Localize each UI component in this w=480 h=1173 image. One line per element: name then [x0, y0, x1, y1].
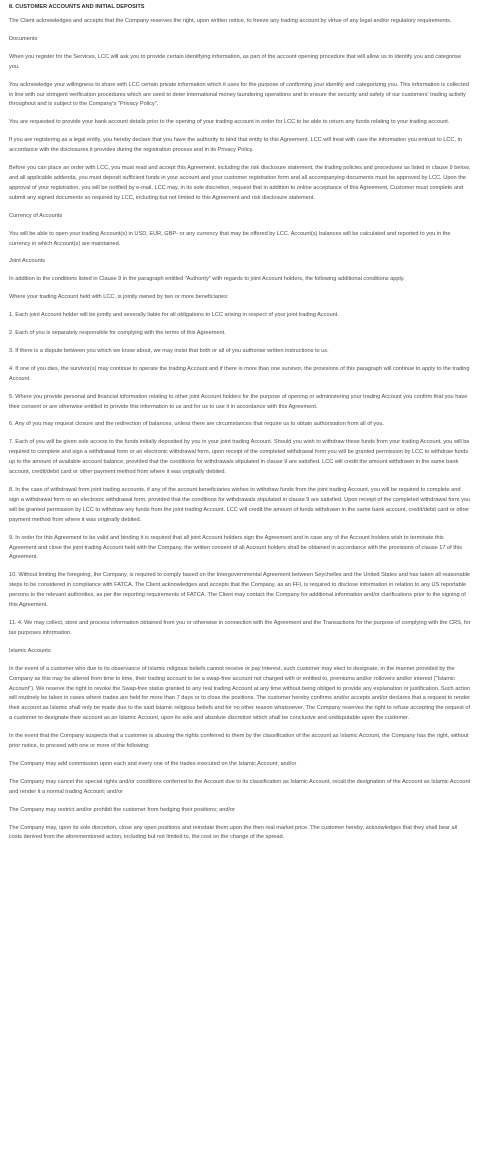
paragraph: The Company may cancel the special rights and/or conditions conferred to the Account due to its classification as Islamic Account, recall the designation of the Account as Islamic Account and render it a normal trading Account; and/or	[9, 778, 471, 795]
paragraph: 10. Without limiting the foregoing, the Company, is required to comply based on the Intergovernmental Agreement between Seychelles and the United States and has taken all reasonable steps to be considered in compliance with FATCA. The Client acknowledges and accepts that the Company, as an FFI, is required to disclose information in relation to any US reportable persons to the relevant authorities, as per the reporting requirements of FATCA. The Client may contact the Company for additional information and/or clarifications prior to the signing of this Agreement.	[9, 572, 471, 609]
paragraph: In the event that the Company suspects that a customer is abusing the rights conferred to them by the classification of the account as Islamic Account, the Company has the right, without prior notice, to proceed with one or more of the following:	[9, 733, 469, 750]
paragraph: 9. In order for this Agreement to be valid and binding it is required that all joint Account holders sign the Agreement and in case any of the Account holders wish to terminate this Agreement and close the joint trading Account held with the Company, the written consent of all Account holders shall be obtained in accordance with the provisions of clause 17 of this Agreement.	[9, 534, 462, 561]
section-heading: 8. CUSTOMER ACCOUNTS AND INITIAL DEPOSITS	[9, 4, 145, 10]
subsection-title: Documents	[9, 35, 38, 42]
subsection-title: Joint Accounts	[9, 258, 46, 265]
document-body	[9, 17, 471, 843]
paragraph: 2. Each of you is separately responsible for complying with the terms of this Agreement.	[9, 330, 226, 337]
paragraph: Before you can place an order with LCC, you must read and accept this Agreement, including the risk disclosure statement, the trading policies and procedures as listed in clause 9 below, and all applicable addenda, you must deposit sufficient funds in your account and your customer registration form and all accompanying documents must be approved by LCC. Upon the approval of your registration, you will be notified by e-mail. LCC may, in its sole discretion, request that in addition to online acceptance of this Agreement, Customer must complete and submit any signed documents so required by LCC, including but not limited to this Agreement and risk disclosure statement.	[9, 165, 471, 201]
paragraph: 11. 4. We may collect, store and process information obtained from you or otherwise in connection with the Agreement and the Transactions for the purpose of complying with the CRS, for tax purposes information.	[9, 619, 471, 636]
paragraph: When you register for the Services, LCC will ask you to provide certain identifying information, as part of the account opening procedure that will allow us to identify you and categorise you.	[9, 53, 462, 70]
paragraph: 7. Each of you will be given sole access to the funds initially deposited by you in your joint trading Account. Should you wish to withdraw these funds from your trading Account, you will be required to complete and sign a withdrawal form or an electronic withdrawal form, upon receipt of the completed withdrawal form you will be granted permission by LCC to withdraw funds up to the amount of available account balance, provided that the conditions for withdrawals stipulated in clause 9 are satisfied. LCC will credit the amount withdrawn in the same bank account, credit/debit card or other payment method from where it was originally debited.	[9, 439, 470, 476]
paragraph: 4. If one of you dies, the survivor(s) may continue to operate the trading Account and if there is more than one survivor, the provisions of this paragraph will continue to apply to the trading Account.	[9, 365, 470, 382]
paragraph: You are requested to provide your bank account details prior to the opening of your trading account in order for LCC to be able to return any funds relating to your trading account.	[9, 119, 450, 126]
subsection-title: Islamic Accounts	[9, 647, 51, 654]
paragraph: The Company may restrict and/or prohibit the customer from hedging their positions; and/or	[9, 806, 236, 813]
paragraph: Where your trading Account held with LCC, is jointly owned by two or more beneficiaries:	[9, 294, 229, 301]
paragraph: If you are registering as a legal entity, you hereby declare that you have the authority to bind that entity to this Agreement. LCC will treat with care the information you entrust to LCC, in accordance with the disclosures it provides during the registration process and in its Privacy Policy.	[9, 137, 462, 154]
paragraph: You will be able to open your trading Account(s) in USD, EUR, GBP- or any currency that may be offered by LCC. Account(s) balances will be calculated and reported to you in the currency in which Account(s) are maintained.	[9, 230, 451, 247]
paragraph: 5. Where you provide personal and financial information relating to other joint Account holders for the purpose of opening or administering your trading Account you confirm that you have their consent or are otherwise entitled to provide this information to us and for us to use it in accordance with this Agreement.	[9, 393, 468, 410]
paragraph: The Company may, upon its sole discretion, close any open positions and reinstate them upon the then real market price. The customer hereby, acknowledges that they shall bear all costs derived from the aforementioned action, including but not limited to, the cost on the change of the spread.	[9, 824, 458, 841]
subsection-title: Currency of Accounts	[9, 212, 63, 219]
paragraph: 1. Each joint Account holder will be jointly and severally liable for all obligations to LCC arising in respect of your joint trading Account.	[9, 312, 339, 319]
paragraph: The Company may add commission upon each and every one of the trades executed on the Islamic Account; and/or	[9, 760, 297, 767]
paragraph: 3. If there is a dispute between you which we know about, we may insist that both or all of you authorise written instructions to us.	[9, 347, 329, 354]
paragraph: In the event of a customer who due to its observance of Islamic religious beliefs cannot receive or pay interest, such customer may elect to designate, in the manner provided by the Company as this may be altered from time to time, their trading account to be a swap-free account not charged with or entitled to, premiums and/or rollovers and/or interest ("Islamic Account"). We reserve the right to revoke the Swap-free status granted to any real trading Account at any time without being obliged to provide any explanation or justification. Such action will routinely be taken in cases where trades are held for more than 7 days or to close the positions. The customer hereby confirms and/or accepts and/or declares that a request to render their account as Islamic shall only be made due to the said Islamic religious beliefs and for no other reason whatsoever. The Company reserves the right to refuse accepting the request of a customer to designate their account as an Islamic Account, upon its sole and absolute discretion which shall be conclusive and undisputable upon the customer.	[9, 665, 471, 722]
paragraph: 6. Any of you may request closure and the redirection of balances, unless there are circumstances that require us to obtain authorisation from all of you.	[9, 421, 384, 428]
paragraph: The Client acknowledges and accepts that the Company reserves the right, upon written notice, to freeze any trading account by virtue of any legal and/or regulatory requirements.	[9, 18, 452, 24]
paragraph: In addition to the conditions listed in Clause 9 in the paragraph entitled "Authority" with regards to joint Account holders, the following additional conditions apply.	[9, 276, 405, 283]
paragraph: You acknowledge your willingness to share with LCC certain private information which it uses for the purpose of confirming your identity and categorizing you. This information is collected in line with our stringent verification procedures which are used to deter international money laundering operations and to ensure the security and safety of our customers' trading activity throughout and is subject to the Company's "Privacy Policy".	[9, 81, 469, 108]
paragraph: 8. In the case of withdrawal from joint trading accounts, if any of the account beneficiaries wishes to withdraw funds from the joint trading Account, you will be required to complete and sign a withdrawal form or an electronic withdrawal form, provided that the conditions for withdrawals stipulated in clause 9 are satisfied. Upon receipt of the completed withdrawal form you will be granted permission by LCC to withdraw any funds from the joint trading Account. LCC will credit the amount of funds withdrawn in the same bank account, credit/debit card or other payment method from where it was originally debited.	[9, 487, 471, 523]
